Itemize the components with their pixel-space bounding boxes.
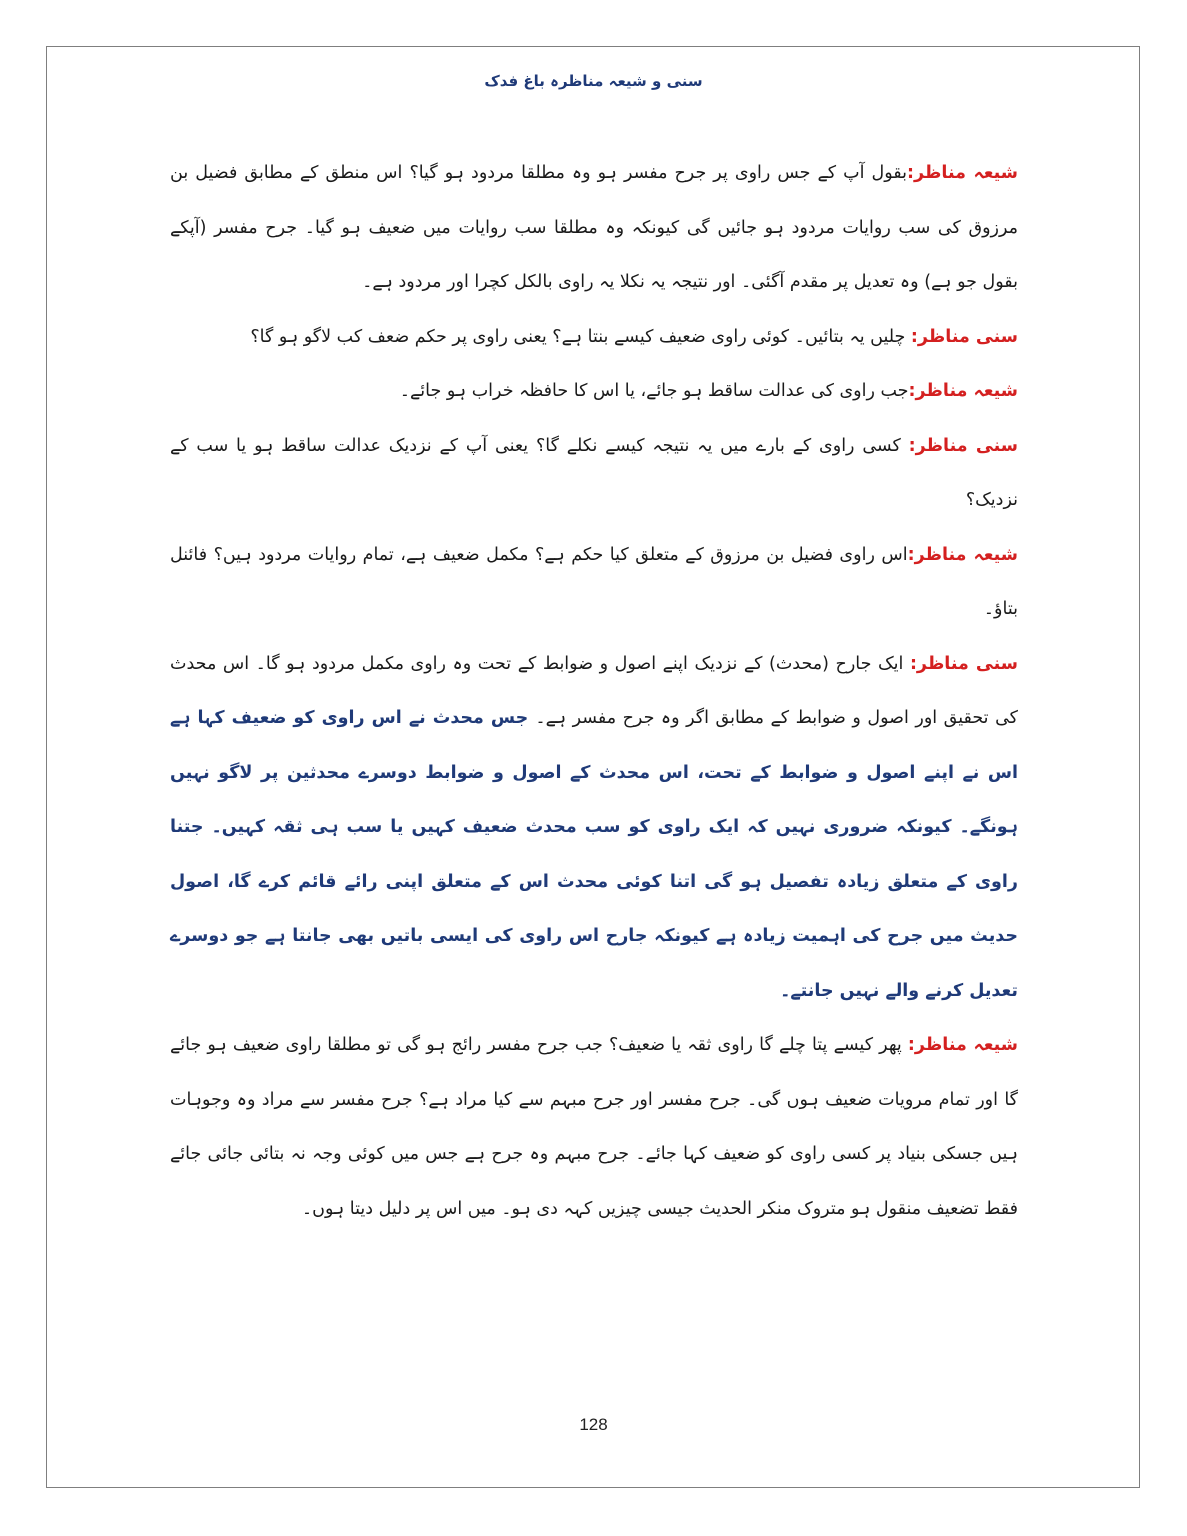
paragraph-text: ایک جارح (محدث) کے نزدیک اپنے اصول و ضوابط کے تحت وہ راوی مکمل مردود ہو گا۔ اس محدث کی تحقیق اور اصول و ضوابط کے مطابق اگر وہ جرح مفسر ہے۔	[170, 653, 1018, 728]
paragraph	[170, 419, 1018, 528]
paragraph	[170, 146, 1018, 310]
paragraph-text: چلیں یہ بتائیں۔ کوئی راوی ضعیف کیسے بنتا ہے؟ یعنی راوی پر حکم ضعف کب لاگو ہو گا؟	[250, 326, 911, 347]
paragraph	[170, 1018, 1018, 1236]
paragraph	[170, 310, 1018, 365]
paragraph	[170, 637, 1018, 1019]
paragraph-text: پھر کیسے پتا چلے گا راوی ثقہ یا ضعیف؟ جب جرح مفسر رائج ہو گی تو مطلقا راوی ضعیف ہو جائے گا اور تمام مرویات ضعیف ہوں گی۔ جرح مفسر اور جرح مبہم سے کیا مراد ہے؟ جرح مفسر سے مراد وہ وجوہات ہیں جسکی بنیاد پر کسی راوی کو ضعیف کہا جائے۔ جرح مبہم وہ جرح ہے جس میں کوئی وجہ نہ بتائی جائی جائے فقط تضعیف منقول ہو متروک منکر الحدیث جیسی چیزیں کہہ دی ہو۔ میں اس پر دلیل دیتا ہوں۔	[170, 1035, 1018, 1219]
paragraph-text: جب راوی کی عدالت ساقط ہو جائے، یا اس کا حافظہ خراب ہو جائے۔	[399, 381, 909, 401]
page-number: 128	[579, 1415, 608, 1434]
speaker-label: شیعہ مناظر:	[907, 163, 1019, 183]
speaker-label: سنی مناظر:	[908, 435, 1018, 456]
speaker-label: شیعہ مناظر:	[907, 544, 1018, 565]
speaker-label: شیعہ مناظر:	[907, 1035, 1018, 1055]
speaker-label: سنی مناظر:	[909, 653, 1018, 674]
paragraph	[170, 364, 1018, 419]
speaker-label: شیعہ مناظر:	[908, 381, 1018, 401]
emphasized-text: جس محدث نے اس راوی کو ضعیف کہا ہے اس نے اپنے اصول و ضوابط کے تحت، اس محدث کے اصول و ضوابط دوسرے محدثین پر لاگو نہیں ہونگے۔ کیونکہ ضروری نہیں کہ ایک راوی کو سب محدث ضعیف کہیں یا سب ہی ثقہ کہیں۔ جتنا راوی کے متعلق زیادہ تفصیل ہو گی اتنا کوئی محدث اس کے متعلق اپنی رائے قائم کرے گا، اصول حدیث میں جرح کی اہمیت زیادہ ہے کیونکہ جارح اس راوی کی ایسی باتیں بھی جانتا ہے جو دوسرے تعدیل کرنے والے نہیں جانتے۔	[170, 708, 1018, 1001]
document-body	[170, 146, 1018, 1236]
speaker-label: سنی مناظر:	[910, 326, 1018, 347]
page-header-title: سنی و شیعہ مناظرہ باغ فدک	[484, 72, 703, 90]
paragraph-text: بقول آپ کے جس راوی پر جرح مفسر ہو وہ مطلقا مردود ہو گیا؟ اس منطق کے مطابق فضیل بن مرزوق کی سب روایات مردود ہو جائیں گی کیونکہ وہ مطلقا سب روایات میں ضعیف ہو گیا۔ جرح مفسر (آپکے بقول جو ہے) وہ تعدیل پر مقدم آگئی۔ اور نتیجہ یہ نکلا یہ راوی بالکل کچرا اور مردود ہے۔	[170, 163, 1018, 292]
paragraph	[170, 528, 1018, 637]
paragraph-text: کسی راوی کے بارے میں یہ نتیجہ کیسے نکلے گا؟ یعنی آپ کے نزدیک عدالت ساقط ہو یا سب کے نزدیک؟	[170, 435, 1018, 510]
paragraph-text: اس راوی فضیل بن مرزوق کے متعلق کیا حکم ہے؟ مکمل ضعیف ہے، تمام روایات مردود ہیں؟ فائنل بتاؤ۔	[170, 544, 1018, 619]
